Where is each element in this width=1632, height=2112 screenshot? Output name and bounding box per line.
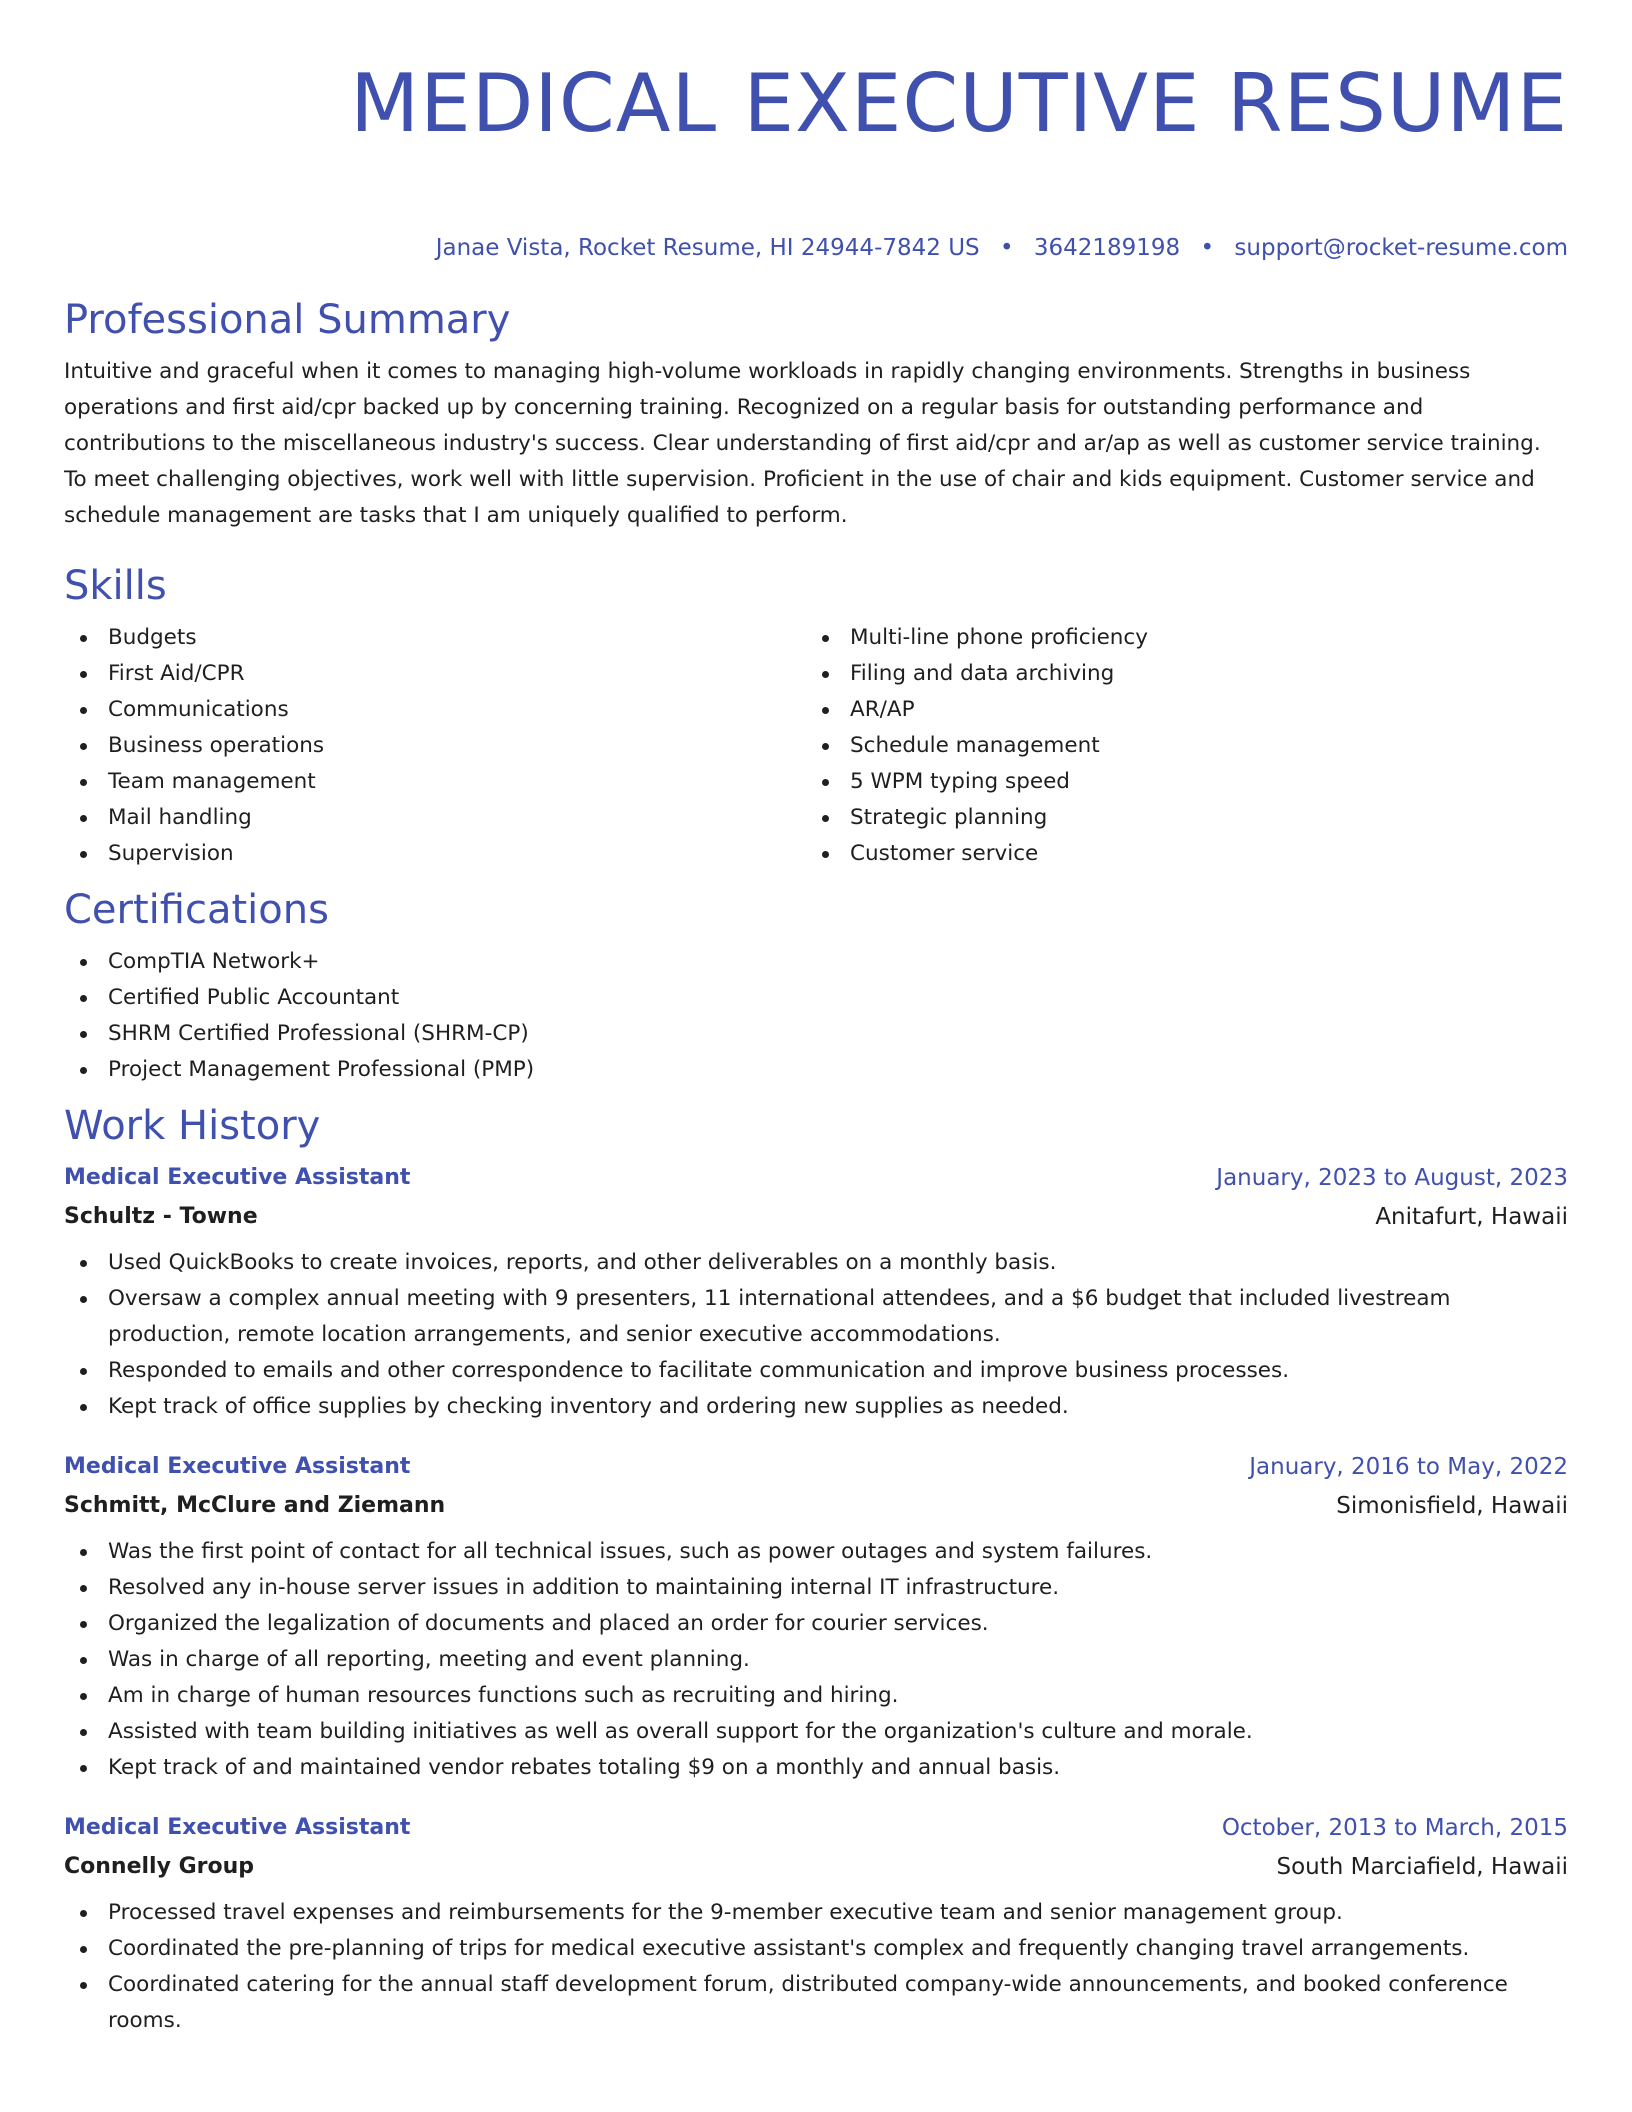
job-duty: Am in charge of human resources functions such as recruiting and hiring.: [64, 1678, 1568, 1714]
skill-item: 5 WPM typing speed: [806, 764, 1548, 800]
job-company: Connelly Group: [64, 1854, 255, 1879]
job-dates: October, 2013 to March, 2015: [1221, 1815, 1568, 1841]
contact-line: [64, 234, 1568, 262]
work-history-heading: Work History: [64, 1103, 321, 1149]
job-company: Schultz - Towne: [64, 1204, 258, 1229]
job-entry: [64, 1814, 1568, 2039]
summary-text: Intuitive and graceful when it comes to managing high-volume workloads in rapidly changing environments. Strengths in business operations and first aid/cpr backed up by concerning training. Recognized on a regular basis for outstanding performance and contributions to the miscellaneous industry's success. Clear understanding of first aid/cpr and ar/ap as well as customer service training. To meet challenging objectives, work well with little supervision. Proficient in the use of chair and kids equipment. Customer service and schedule management are tasks that I am uniquely qualified to perform.: [64, 359, 1541, 528]
job-duty: Oversaw a complex annual meeting with 9 presenters, 11 international attendees, and a $6 budget that included livestream production, remote location arrangements, and senior executive accommodations.: [64, 1281, 1568, 1353]
job-duty: Coordinated the pre-planning of trips for medical executive assistant's complex and frequently changing travel arrangements.: [64, 1931, 1568, 1967]
skills-list-right: [806, 620, 1548, 872]
skill-item: Schedule management: [806, 728, 1548, 764]
job-duty: Resolved any in-house server issues in addition to maintaining internal IT infrastructure.: [64, 1570, 1568, 1606]
job-entry: [64, 1164, 1568, 1425]
certification-item: Project Management Professional (PMP): [64, 1052, 1568, 1088]
job-title: Medical Executive Assistant: [64, 1454, 411, 1479]
job-duty: Coordinated catering for the annual staff development forum, distributed company-wide announcements, and booked conference rooms.: [64, 1967, 1568, 2039]
job-dates: January, 2023 to August, 2023: [1216, 1165, 1568, 1191]
certification-item: SHRM Certified Professional (SHRM-CP): [64, 1016, 1568, 1052]
job-duties: [64, 1895, 1568, 2039]
contact-email[interactable]: support@rocket-resume.com: [1234, 235, 1568, 261]
skill-item: First Aid/CPR: [64, 656, 806, 692]
job-dates: January, 2016 to May, 2022: [1249, 1454, 1568, 1480]
resume-title: MEDICAL EXECUTIVE RESUME: [350, 57, 1568, 150]
contact-separator: •: [999, 235, 1014, 261]
skill-item: Strategic planning: [806, 800, 1548, 836]
job-duty: Responded to emails and other correspondence to facilitate communication and improve business processes.: [64, 1353, 1568, 1389]
skills-heading: Skills: [64, 563, 167, 609]
summary-heading: Professional Summary: [64, 297, 511, 343]
certifications-list: [64, 944, 1568, 1088]
certifications-heading: Certifications: [64, 887, 329, 933]
job-header: [64, 1453, 1568, 1481]
skill-item: Communications: [64, 692, 806, 728]
contact-address: Janae Vista, Rocket Resume, HI 24944-7842 US: [435, 235, 980, 261]
skills-columns: [64, 620, 1568, 872]
contact-phone[interactable]: 3642189198: [1033, 235, 1181, 261]
job-subheader: [64, 1853, 1568, 1881]
skill-item: Mail handling: [64, 800, 806, 836]
job-header: [64, 1814, 1568, 1842]
job-subheader: [64, 1492, 1568, 1520]
skill-item: Multi-line phone proficiency: [806, 620, 1548, 656]
job-title: Medical Executive Assistant: [64, 1165, 411, 1190]
job-duties: [64, 1245, 1568, 1425]
job-duties: [64, 1534, 1568, 1786]
job-location: South Marciafield, Hawaii: [1276, 1854, 1568, 1880]
skill-item: AR/AP: [806, 692, 1548, 728]
skill-item: Business operations: [64, 728, 806, 764]
job-duty: Kept track of office supplies by checking inventory and ordering new supplies as needed.: [64, 1389, 1568, 1425]
job-subheader: [64, 1203, 1568, 1231]
job-location: Anitafurt, Hawaii: [1375, 1204, 1568, 1230]
job-duty: Was in charge of all reporting, meeting and event planning.: [64, 1642, 1568, 1678]
job-location: Simonisfield, Hawaii: [1336, 1493, 1568, 1519]
job-duty: Organized the legalization of documents and placed an order for courier services.: [64, 1606, 1568, 1642]
skill-item: Budgets: [64, 620, 806, 656]
job-header: [64, 1164, 1568, 1192]
job-duty: Was the first point of contact for all technical issues, such as power outages and system failures.: [64, 1534, 1568, 1570]
job-company: Schmitt, McClure and Ziemann: [64, 1493, 446, 1518]
skill-item: Supervision: [64, 836, 806, 872]
resume-page: [64, 0, 1568, 2112]
skill-item: Team management: [64, 764, 806, 800]
job-duty: Processed travel expenses and reimbursements for the 9-member executive team and senior management group.: [64, 1895, 1568, 1931]
skill-item: Customer service: [806, 836, 1548, 872]
job-duty: Assisted with team building initiatives as well as overall support for the organization's culture and morale.: [64, 1714, 1568, 1750]
contact-separator: •: [1200, 235, 1215, 261]
job-title: Medical Executive Assistant: [64, 1815, 411, 1840]
skill-item: Filing and data archiving: [806, 656, 1548, 692]
certification-item: Certified Public Accountant: [64, 980, 1568, 1016]
job-duty: Kept track of and maintained vendor rebates totaling $9 on a monthly and annual basis.: [64, 1750, 1568, 1786]
job-entry: [64, 1453, 1568, 1786]
skills-list-left: [64, 620, 806, 872]
job-duty: Used QuickBooks to create invoices, reports, and other deliverables on a monthly basis.: [64, 1245, 1568, 1281]
certification-item: CompTIA Network+: [64, 944, 1568, 980]
